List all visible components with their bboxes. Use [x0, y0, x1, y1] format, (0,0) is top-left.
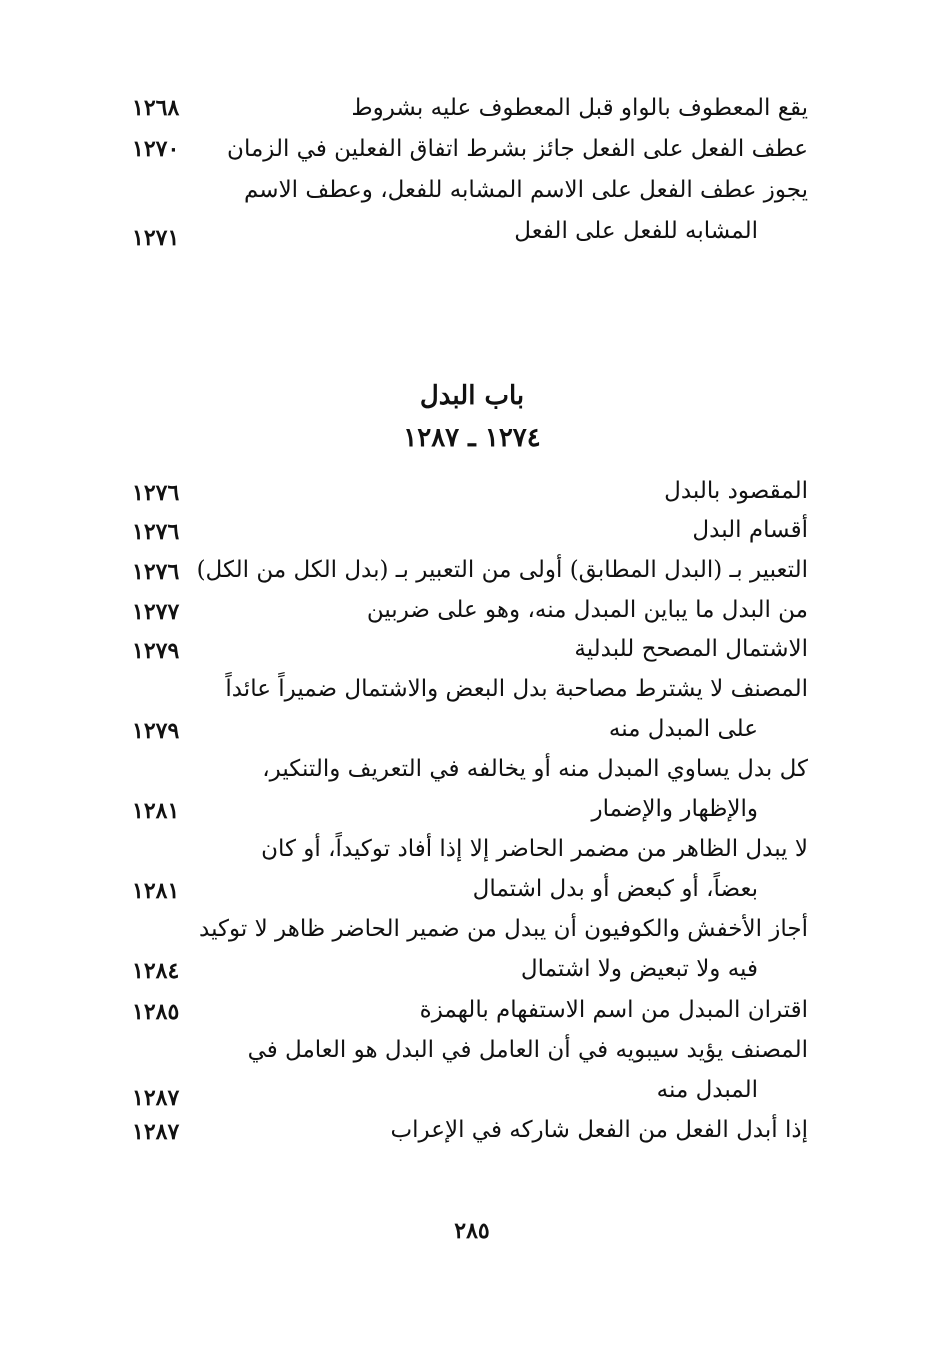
- entry-text: يقع المعطوف بالواو قبل المعطوف عليه بشروط: [351, 95, 808, 121]
- entry-text-continuation: فيه ولا تبعيض ولا اشتمال: [520, 956, 758, 982]
- section-title: باب البدل: [419, 381, 525, 411]
- entry-text: الاشتمال المصحح للبدلية: [574, 636, 808, 662]
- section-page-range: ١٢٧٤ ـ ١٢٨٧: [403, 423, 541, 453]
- entry-page-number: ١٢٨١: [132, 798, 180, 824]
- entry-page-number: ١٢٧٦: [132, 519, 180, 545]
- entry-page-number: ١٢٧٦: [132, 480, 180, 506]
- entry-text: المقصود بالبدل: [664, 478, 808, 504]
- entry-text: المصنف لا يشترط مصاحبة بدل البعض والاشتمال ضميراً عائداً: [225, 676, 808, 702]
- entry-text: المصنف يؤيد سيبويه في أن العامل في البدل هو العامل في: [247, 1037, 808, 1063]
- entry-text: التعبير بـ (البدل المطابق) أولى من التعبير بـ (بدل الكل من الكل): [196, 557, 808, 583]
- entry-text: لا يبدل الظاهر من مضمر الحاضر إلا إذا أفاد توكيداً، أو كان: [261, 836, 808, 862]
- entry-text: عطف الفعل على الفعل جائز بشرط اتفاق الفعلين في الزمان: [227, 136, 808, 162]
- entry-text: أقسام البدل: [692, 517, 808, 543]
- entry-text: من البدل ما يباين المبدل منه، وهو على ضربين: [366, 597, 808, 623]
- entry-text-continuation: المشابه للفعل على الفعل: [514, 218, 758, 244]
- entry-page-number: ١٢٧٩: [132, 638, 180, 664]
- entry-page-number: ١٢٨٧: [132, 1085, 180, 1111]
- entry-page-number: ١٢٨٤: [132, 958, 180, 984]
- entry-page-number: ١٢٧٠: [132, 136, 180, 162]
- entry-text: يجوز عطف الفعل على الاسم المشابه للفعل، وعطف الاسم: [243, 177, 808, 203]
- page-number: ٢٨٥: [454, 1218, 490, 1244]
- entry-text-continuation: على المبدل منه: [608, 716, 758, 742]
- entry-page-number: ١٢٨١: [132, 878, 180, 904]
- entry-page-number: ١٢٧٩: [132, 718, 180, 744]
- entry-text-continuation: المبدل منه: [656, 1077, 758, 1103]
- entry-page-number: ١٢٦٨: [132, 95, 180, 121]
- entry-text: إذا أبدل الفعل من الفعل شاركه في الإعراب: [390, 1117, 808, 1143]
- entry-page-number: ١٢٧٦: [132, 559, 180, 585]
- entry-text: اقتران المبدل من اسم الاستفهام بالهمزة: [419, 997, 808, 1023]
- entry-page-number: ١٢٧٧: [132, 599, 180, 625]
- entry-page-number: ١٢٧١: [132, 225, 180, 251]
- entry-text-continuation: بعضاً، أو كبعض أو بدل اشتمال: [472, 876, 758, 902]
- entry-text-continuation: والإظهار والإضمار: [591, 796, 758, 822]
- entry-page-number: ١٢٨٥: [132, 999, 180, 1025]
- entry-page-number: ١٢٨٧: [132, 1119, 180, 1145]
- entry-text: كل بدل يساوي المبدل منه أو يخالفه في التعريف والتنكير،: [262, 756, 808, 782]
- entry-text: أجاز الأخفش والكوفيون أن يبدل من ضمير الحاضر ظاهر لا توكيد: [199, 916, 808, 942]
